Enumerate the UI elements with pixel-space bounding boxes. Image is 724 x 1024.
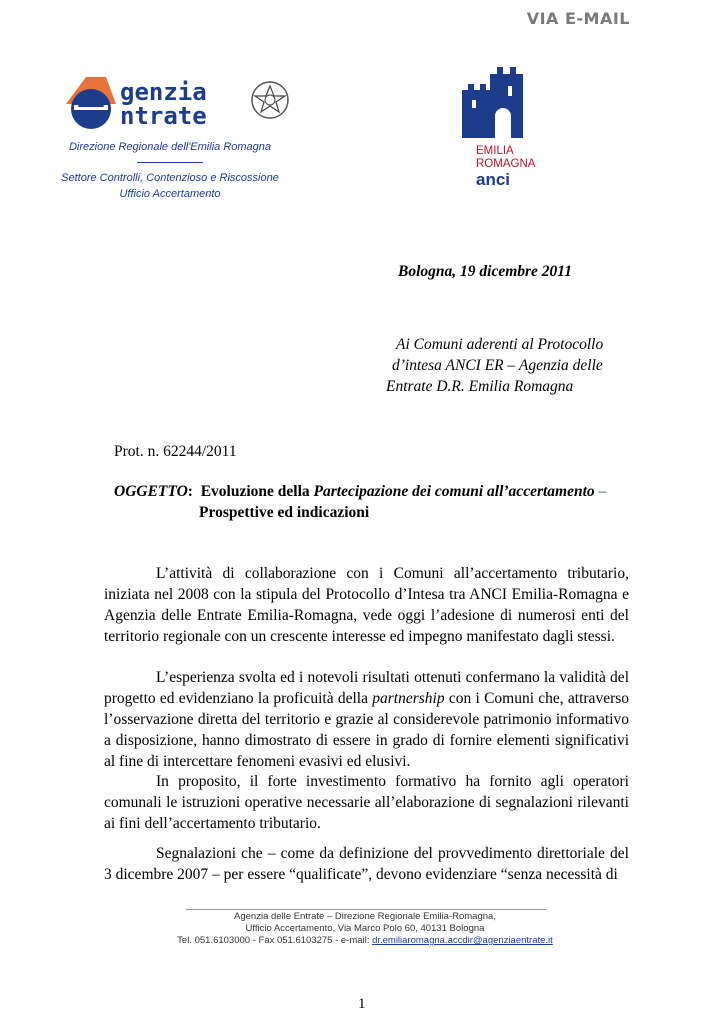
letter-date: Bologna, 19 dicembre 2011 [398, 263, 572, 280]
recipient-line: d’intesa ANCI ER – Agenzia delle [392, 357, 603, 374]
subject-dash: – [598, 483, 607, 500]
agenzia-entrate-logo [64, 74, 290, 132]
anci-logo [460, 66, 560, 191]
paragraph-4 [104, 843, 629, 885]
agenzia-word: genzia [120, 78, 207, 106]
protocol-number: Prot. n. 62244/2011 [114, 443, 237, 460]
paragraph-3 [104, 771, 629, 834]
paragraph-2 [104, 667, 629, 772]
direzione-separator [137, 162, 203, 163]
recipient-line: Entrate D.R. Emilia Romagna [386, 378, 574, 395]
footer-contacts: Tel. 051.6103000 - Fax 051.6103275 - e-mail: [177, 935, 370, 946]
anci-emilia: EMILIA [476, 145, 514, 157]
page-number: 1 [358, 996, 366, 1012]
settore-controlli: Settore Controlli, Contenzioso e Riscossione [61, 172, 279, 184]
direzione-regionale: Direzione Regionale dell'Emilia Romagna [68, 141, 272, 153]
via-email-label: VIA E-MAIL [526, 9, 630, 28]
subject-block: OGGETTO: Evoluzione della Partecipazione dei comuni all’accertamento – Prospettive ed indicazioni [114, 481, 634, 523]
anci-romagna: ROMAGNA [476, 158, 536, 170]
paragraph-text: L’attività di collaborazione con i Comuni all’accertamento tributario, iniziata nel 2008 con la stipula del Protocollo d’Intesa tra ANCI Emilia-Romagna e Agenzia delle Entrate Emilia-Romagna, vede oggi l’adesione di numerosi enti del territorio regionale con un crescente interesse ed impegno manifestato dagli stessi. [104, 565, 629, 645]
footer-line-2: Ufficio Accertamento, Via Marco Polo 60, 40131 Bologna [245, 923, 485, 934]
recipient-line: Ai Comuni aderenti al Protocollo [396, 336, 604, 353]
footer-line-1: Agenzia delle Entrate – Direzione Regionale Emilia-Romagna, [234, 911, 496, 922]
subject-line-2: Prospettive ed indicazioni [199, 504, 370, 521]
footer-email-link[interactable]: dr.emiliaromagna.accdir@agenziaentrate.it [372, 935, 553, 946]
recipient-block [386, 334, 646, 397]
subject-text: Evoluzione della [200, 483, 310, 500]
anci-word: anci [476, 170, 511, 189]
paragraph-text: L’esperienza svolta ed i notevoli risultati ottenuti confermano la validità del progetto ed evidenziano la proficuità della [104, 669, 629, 707]
subject-italic: Partecipazione dei comuni all’accertamento [313, 483, 595, 500]
castle-tower-icon [460, 66, 560, 138]
footer-line-3 [150, 935, 580, 947]
paragraph-text: con i Comuni che, attraverso l’osservazione diretta del territorio e grazie al considerevole patrimonio informativo a disposizione, hanno dimostrato di essere in grado di fornire elementi significativi al fine di intercettare fenomeni evasivi ed elusivi. [104, 690, 630, 770]
footer-divider [186, 909, 546, 910]
paragraph-text: In proposito, il forte investimento formativo ha fornito agli operatori comunali le istruzioni operative necessarie all’elaborazione di segnalazioni rilevanti ai fini dell’accertamento tributario. [104, 773, 629, 832]
subject-label: OGGETTO [114, 483, 188, 500]
ufficio-accertamento: Ufficio Accertamento [119, 188, 221, 200]
entrate-word: ntrate [120, 102, 207, 130]
paragraph-italic: partnership [372, 690, 445, 707]
paragraph-text: Segnalazioni che – come da definizione del provvedimento direttoriale del 3 dicembre 2007 – per essere “qualificate”, devono evidenziare “senza necessità di [104, 845, 629, 883]
paragraph-1 [104, 563, 629, 647]
